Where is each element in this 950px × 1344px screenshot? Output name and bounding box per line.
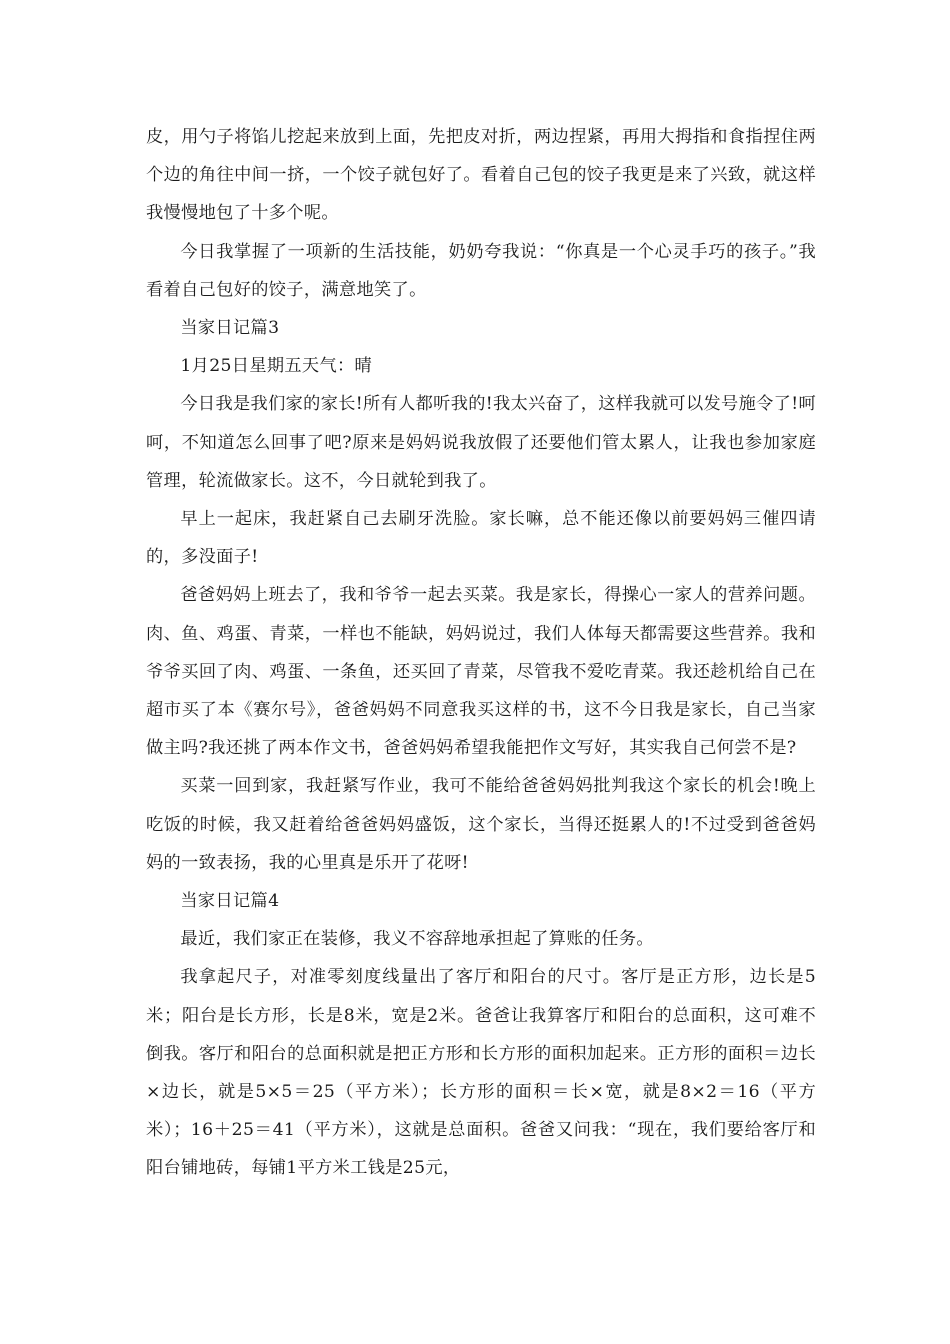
paragraph: 今日我是我们家的家长!所有人都听我的!我太兴奋了，这样我就可以发号施令了!呵呵，不知道怎么回事了吧?原来是妈妈说我放假了还要他们管太累人，让我也参加家庭管理，轮流做家长。这不，今日就轮到我了。 [146, 394, 816, 491]
paragraph: 买菜一回到家，我赶紧写作业，我可不能给爸爸妈妈批判我这个家长的机会!晚上吃饭的时候，我又赶着给爸爸妈妈盛饭，这个家长，当得还挺累人的!不过受到爸爸妈妈的一致表扬，我的心里真是乐开了花呀! [146, 776, 816, 873]
paragraph: 爸爸妈妈上班去了，我和爷爷一起去买菜。我是家长，得操心一家人的营养问题。肉、鱼、鸡蛋、青菜，一样也不能缺，妈妈说过，我们人体每天都需要这些营养。我和爷爷买回了肉、鸡蛋、一条鱼，还买回了青菜，尽管我不爱吃青菜。我还趁机给自己在超市买了本《赛尔号》，爸爸妈妈不同意我买这样的书，这不今日我是家长，自己当家做主吗?我还挑了两本作文书，爸爸妈妈希望我能把作文写好，其实我自己何尝不是? [146, 585, 816, 759]
paragraph: 我拿起尺子，对准零刻度线量出了客厅和阳台的尺寸。客厅是正方形，边长是5米；阳台是长方形，长是8米，宽是2米。爸爸让我算客厅和阳台的总面积，这可难不倒我。客厅和阳台的总面积就是把正方形和长方形的面积加起来。正方形的面积＝边长×边长，就是5×5＝25（平方米）；长方形的面积＝长×宽，就是8×2＝16（平方米）；16＋25＝41（平方米），这就是总面积。爸爸又问我：“现在，我们要给客厅和阳台铺地砖，每铺1平方米工钱是25元， [146, 967, 816, 1179]
paragraph: 早上一起床，我赶紧自己去刷牙洗脸。家长嘛，总不能还像以前要妈妈三催四请的，多没面子! [146, 509, 816, 568]
paragraph-continued: 皮，用勺子将馅儿挖起来放到上面，先把皮对折，两边捏紧，再用大拇指和食指捏住两个边的角往中间一挤，一个饺子就包好了。看着自己包的饺子我更是来了兴致，就这样我慢慢地包了十多个呢。 [146, 127, 816, 224]
section-heading: 当家日记篇4 [180, 891, 280, 912]
diary-date-line: 1月25日星期五天气：晴 [180, 356, 373, 377]
paragraph: 今日我掌握了一项新的生活技能，奶奶夸我说：“你真是一个心灵手巧的孩子。”我看着自己包好的饺子，满意地笑了。 [146, 241, 816, 300]
paragraph: 最近，我们家正在装修，我义不容辞地承担起了算账的任务。 [180, 929, 654, 950]
document-body [146, 118, 816, 1188]
section-heading: 当家日记篇3 [180, 318, 280, 339]
